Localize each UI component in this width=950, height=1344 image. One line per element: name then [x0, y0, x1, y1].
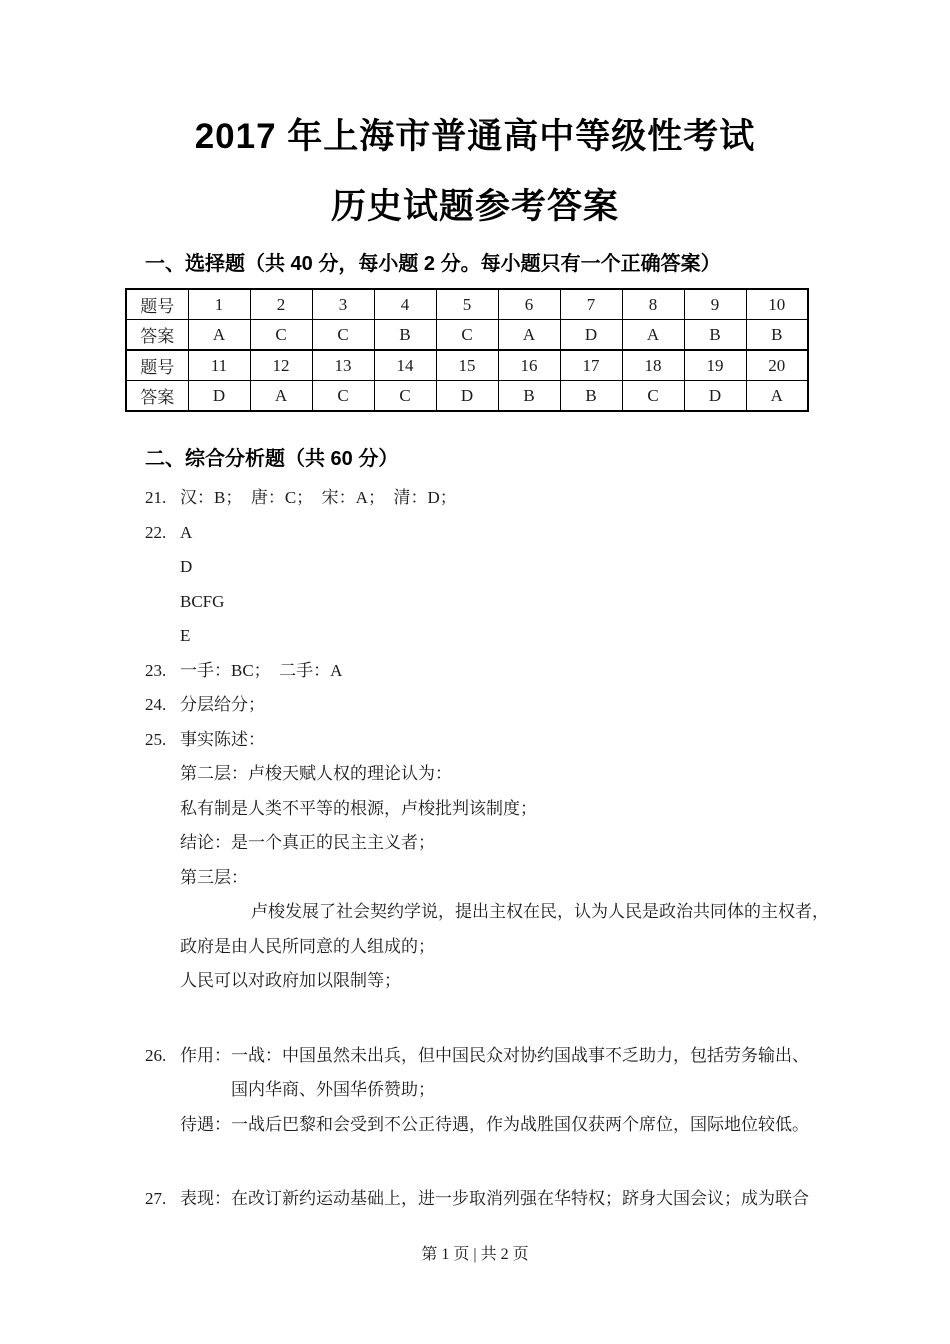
- answer-line-21: [145, 481, 840, 516]
- table-row: [126, 289, 808, 320]
- answer-lines: [145, 481, 840, 1217]
- page-footer: 第 1 页 | 共 2 页: [421, 1246, 529, 1263]
- table-cell: A: [188, 320, 250, 351]
- item-text: 人民可以对政府加以限制等；: [180, 971, 401, 990]
- table-cell: 4: [374, 289, 436, 320]
- table-cell: 12: [250, 350, 312, 381]
- table-cell: 15: [436, 350, 498, 381]
- item-text: 国内华商、外国华侨赞助；: [231, 1080, 435, 1099]
- table-cell: B: [374, 320, 436, 351]
- item-text: 待遇：一战后巴黎和会受到不公正待遇，作为战胜国仅获两个席位，国际地位较低。: [180, 1114, 809, 1134]
- item-text: 第二层：卢梭天赋人权的理论认为：: [180, 764, 452, 783]
- item-text: 结论：是一个真正的民主主义者；: [180, 833, 435, 852]
- table-cell: 2: [250, 289, 312, 320]
- answer-line-24: [145, 688, 840, 723]
- table-row: [126, 381, 808, 412]
- table-row: [126, 320, 808, 351]
- table-cell: 9: [684, 289, 746, 320]
- answer-line-23: [145, 654, 840, 689]
- item-text: 事实陈述：: [180, 729, 265, 749]
- table-cell: D: [684, 381, 746, 412]
- table-cell: 17: [560, 350, 622, 381]
- item-text: 汉：B； 唐：C； 宋：A； 清：D；: [180, 488, 457, 507]
- answer-line-25c: [145, 792, 840, 827]
- item-number: 21.: [145, 488, 167, 507]
- table-cell: 7: [560, 289, 622, 320]
- answer-line-25b: [145, 757, 840, 792]
- table-cell: 10: [746, 289, 808, 320]
- item-text: BCFG: [180, 591, 225, 611]
- table-cell: D: [436, 381, 498, 412]
- table-cell: A: [746, 381, 808, 412]
- table-cell: 1: [188, 289, 250, 320]
- table-row: [126, 350, 808, 381]
- table-cell: C: [250, 320, 312, 351]
- table-cell: D: [560, 320, 622, 351]
- item-text: 政府是由人民所同意的人组成的；: [180, 936, 435, 956]
- table-cell: 题号: [126, 350, 188, 381]
- table-cell: 20: [746, 350, 808, 381]
- table-cell: B: [560, 381, 622, 412]
- answer-line-22: [145, 516, 840, 551]
- item-text: 一手：BC； 二手：A: [180, 660, 343, 680]
- item-number: 27.: [145, 1189, 167, 1208]
- section2-heading: 二、综合分析题（共 60 分）: [145, 448, 399, 470]
- document-subtitle: 历史试题参考答案: [330, 187, 619, 226]
- table-cell: 答案: [126, 320, 188, 351]
- item-text: 第三层：: [180, 867, 248, 887]
- item-text: 表现：在改订新约运动基础上，进一步取消列强在华特权；跻身大国会议；成为联合: [180, 1189, 809, 1208]
- table-cell: 16: [498, 350, 560, 381]
- table-cell: B: [746, 320, 808, 351]
- answer-key-table: [125, 288, 809, 412]
- answer-line-25e: [145, 861, 840, 896]
- table-cell: C: [436, 320, 498, 351]
- answer-line-25: [145, 723, 840, 758]
- table-cell: B: [684, 320, 746, 351]
- answer-line-26c: [145, 1108, 840, 1143]
- answer-line-26: [145, 1039, 840, 1074]
- answer-line-25h: [145, 964, 840, 999]
- item-text: 作用：一战：中国虽然未出兵，但中国民众对协约国战事不乏助力，包括劳务输出、: [180, 1045, 809, 1065]
- table-cell: 14: [374, 350, 436, 381]
- item-text: E: [180, 626, 191, 645]
- item-number: 26.: [145, 1045, 167, 1065]
- item-text: 分层给分；: [180, 695, 265, 714]
- table-cell: 19: [684, 350, 746, 381]
- item-number: 25.: [145, 729, 167, 749]
- table-cell: 3: [312, 289, 374, 320]
- table-cell: C: [312, 320, 374, 351]
- table-cell: D: [188, 381, 250, 412]
- item-text: D: [180, 557, 193, 576]
- table-cell: 8: [622, 289, 684, 320]
- answer-line-25d: [145, 826, 840, 861]
- table-cell: 18: [622, 350, 684, 381]
- table-cell: 答案: [126, 381, 188, 412]
- item-number: 22.: [145, 522, 167, 542]
- table-cell: A: [498, 320, 560, 351]
- table-cell: A: [250, 381, 312, 412]
- item-number: 23.: [145, 660, 167, 680]
- answer-line-26b: [145, 1073, 840, 1108]
- answer-line-22c: [145, 585, 840, 620]
- answer-line-22b: [145, 550, 840, 585]
- table-cell: 题号: [126, 289, 188, 320]
- section1-heading: 一、选择题（共 40 分，每小题 2 分。每小题只有一个正确答案）: [145, 253, 721, 275]
- answer-line-22d: [145, 619, 840, 654]
- table-cell: 13: [312, 350, 374, 381]
- item-text: A: [180, 522, 193, 542]
- answer-line-25f: [145, 895, 840, 930]
- table-cell: C: [374, 381, 436, 412]
- table-cell: 5: [436, 289, 498, 320]
- table-cell: C: [622, 381, 684, 412]
- table-cell: C: [312, 381, 374, 412]
- item-number: 24.: [145, 695, 167, 714]
- answer-line-25g: [145, 930, 840, 965]
- item-text: 私有制是人类不平等的根源，卢梭批判该制度；: [180, 798, 537, 818]
- table-cell: 11: [188, 350, 250, 381]
- item-text: 卢梭发展了社会契约学说，提出主权在民，认为人民是政治共同体的主权者，: [251, 902, 829, 921]
- table-cell: 6: [498, 289, 560, 320]
- document-title: 2017 年上海市普通高中等级性考试: [194, 117, 756, 156]
- answer-line-27: [145, 1182, 840, 1217]
- table-cell: B: [498, 381, 560, 412]
- table-cell: A: [622, 320, 684, 351]
